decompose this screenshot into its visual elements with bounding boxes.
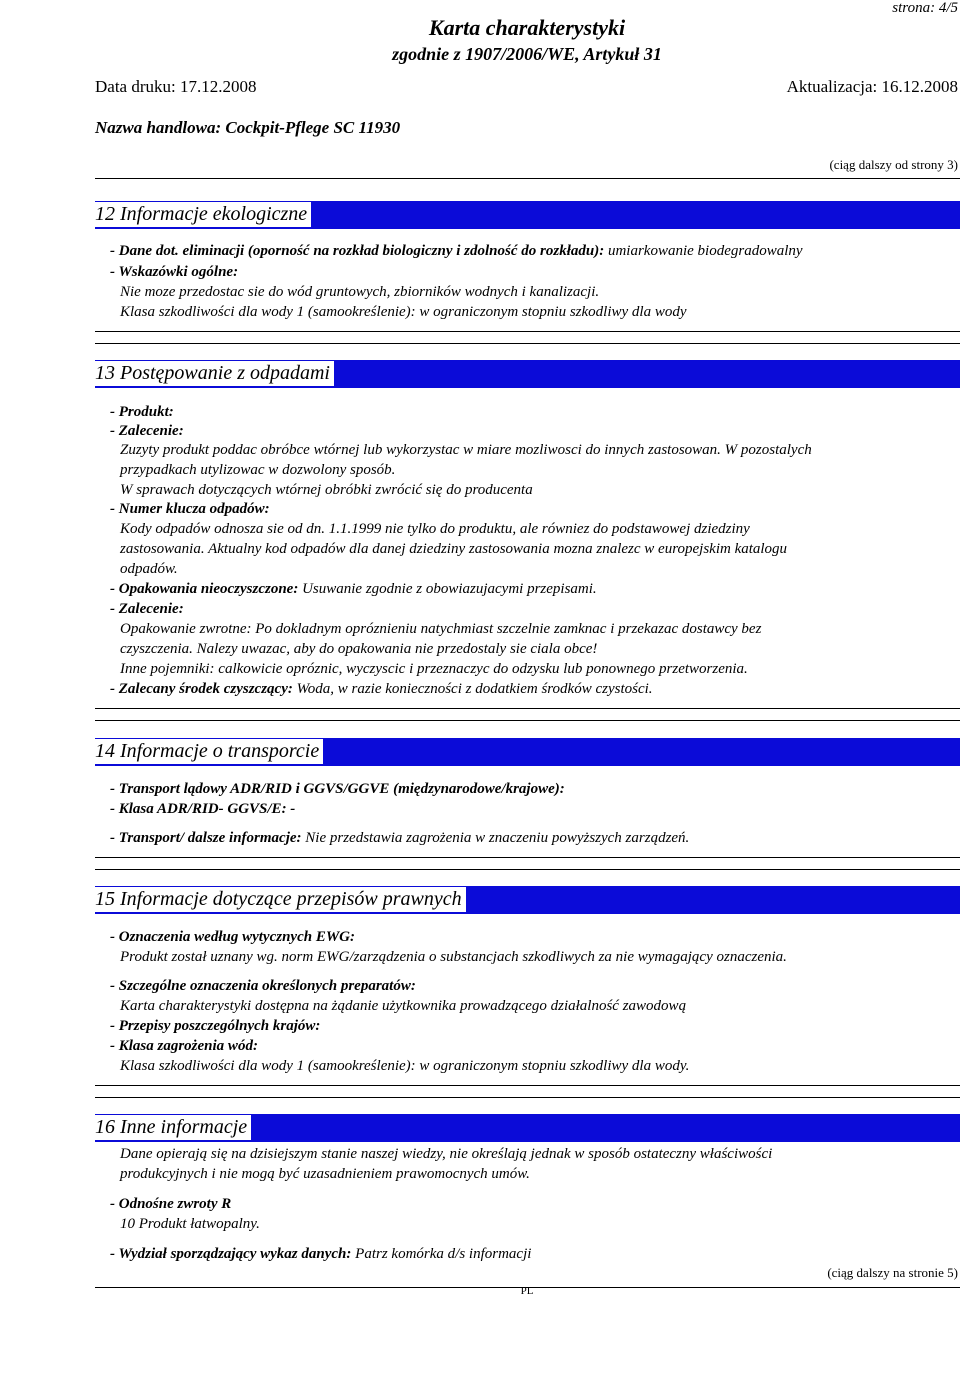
divider <box>95 1085 960 1086</box>
continued-to: (ciąg dalszy na stronie 5) <box>827 1265 958 1280</box>
s14-line-2: - Klasa ADR/RID- GGVS/E: - <box>110 801 296 817</box>
divider <box>95 331 960 332</box>
s16-line-5: - Wydział sporządzający wykaz danych: Patrz komórka d/s informacji <box>110 1246 532 1262</box>
print-date: Data druku: 17.12.2008 <box>95 77 257 96</box>
section-16-bar <box>95 1114 960 1142</box>
s15-line-7: Klasa szkodliwości dla wody 1 (samookreślenie): w ograniczonym stopniu szkodliwy dla wody. <box>120 1058 690 1074</box>
s15-line-3: - Szczególne oznaczenia określonych preparatów: <box>110 978 416 994</box>
page-number: strona: 4/5 <box>892 0 958 16</box>
s12-line-2: - Wskazówki ogólne: <box>110 264 239 280</box>
s13-line-2: - Zalecenie: <box>110 423 184 439</box>
s15-line-6: - Klasa zagrożenia wód: <box>110 1038 258 1054</box>
section-16-heading: 16 Inne informacje <box>95 1115 251 1140</box>
s13-line-15: - Zalecany środek czyszczący: Woda, w razie konieczności z dodatkiem środków czystości. <box>110 681 653 697</box>
section-15-bar <box>95 886 960 914</box>
section-15-heading: 15 Informacje dotyczące przepisów prawnych <box>95 887 466 912</box>
divider <box>95 1097 960 1098</box>
s13-line-3: Zuzyty produkt poddac obróbce wtórnej lub wykorzystac w miare mozliwosci do innych zastosowan. W pozostalych <box>120 442 812 458</box>
s14-line-3: - Transport/ dalsze informacje: Nie przedstawia zagrożenia w znaczeniu powyższych zarządzeń. <box>110 830 690 846</box>
divider <box>95 178 960 179</box>
s16-line-2: produkcyjnych i nie mogą być uzasadnieniem prawomocnych umów. <box>120 1166 530 1182</box>
divider <box>95 857 960 858</box>
s13-line-14: Inne pojemniki: calkowicie opróznic, wyczyscic i przeznaczyc do odzysku lub ponownego przetworzenia. <box>120 661 748 677</box>
s13-line-5: W sprawach dotyczących wtórnej obróbki zwrócić się do producenta <box>120 482 533 498</box>
s13-line-4: przypadkach utylizowac w dozwolony sposób. <box>120 462 396 478</box>
s13-line-8: zastosowania. Aktualny kod odpadów dla danej dziedziny zastosowania mozna znalezc w europejskim katalogu <box>120 541 788 557</box>
s16-line-1: Dane opierają się na dzisiejszym stanie naszej wiedzy, nie określają jednak w sposób ostateczny właściwości <box>120 1146 773 1162</box>
s13-line-9: odpadów. <box>120 561 178 577</box>
divider <box>95 708 960 709</box>
s13-line-6: - Numer klucza odpadów: <box>110 501 270 517</box>
s13-line-13: czyszczenia. Nalezy uwazac, aby do opakowania nie przedostaly sie ciala obce! <box>120 641 598 657</box>
continued-from: (ciąg dalszy od strony 3) <box>829 157 958 172</box>
section-14-bar <box>95 738 960 766</box>
s12-line-3: Nie moze przedostac sie do wód gruntowych, zbiorników wodnych i kanalizacji. <box>120 284 600 300</box>
s13-line-10: - Opakowania nieoczyszczone: Usuwanie zgodnie z obowiazujacymi przepisami. <box>110 581 597 597</box>
s12-line-1: - Dane dot. eliminacji (oporność na rozkład biologiczny i zdolność do rozkładu): umiarkowanie biodegradowalny <box>110 243 803 259</box>
section-14-heading: 14 Informacje o transporcie <box>95 739 323 764</box>
section-12-heading: 12 Informacje ekologiczne <box>95 202 311 227</box>
document-title: Karta charakterystyki <box>428 15 626 40</box>
s13-line-11: - Zalecenie: <box>110 601 184 617</box>
s16-line-3: - Odnośne zwroty R <box>110 1196 232 1212</box>
section-13-heading: 13 Postępowanie z odpadami <box>95 361 334 386</box>
update-date: Aktualizacja: 16.12.2008 <box>786 77 958 96</box>
section-13-bar <box>95 360 960 388</box>
s16-line-4: 10 Produkt łatwopalny. <box>120 1216 260 1232</box>
s13-line-1: - Produkt: <box>110 404 174 420</box>
document-subtitle: zgodnie z 1907/2006/WE, Artykuł 31 <box>392 44 662 64</box>
s13-line-12: Opakowanie zwrotne: Po dokladnym opróznieniu natychmiast szczelnie zamknac i przekazac dostawcy bez <box>120 621 762 637</box>
divider <box>95 720 960 721</box>
s14-line-1: - Transport lądowy ADR/RID i GGVS/GGVE (międzynarodowe/krajowe): <box>110 781 565 797</box>
s13-line-7: Kody odpadów odnosza sie od dn. 1.1.1999 nie tylko do produktu, ale równiez do podstawowej dziedziny <box>120 521 750 537</box>
s12-line-4: Klasa szkodliwości dla wody 1 (samookreślenie): w ograniczonym stopniu szkodliwy dla wody <box>120 304 687 320</box>
s15-line-4: Karta charakterystyki dostępna na żądanie użytkownika prowadzącego działalność zawodową <box>120 998 687 1014</box>
language-code: PL <box>520 1285 534 1297</box>
trade-name: Nazwa handlowa: Cockpit-Pflege SC 11930 <box>95 118 401 137</box>
s15-line-2: Produkt został uznany wg. norm EWG/zarządzenia o substancjach szkodliwych za nie wymagający oznaczenia. <box>120 949 787 965</box>
s15-line-5: - Przepisy poszczególnych krajów: <box>110 1018 321 1034</box>
divider <box>95 343 960 344</box>
divider <box>95 869 960 870</box>
section-12-bar <box>95 201 960 229</box>
s15-line-1: - Oznaczenia według wytycznych EWG: <box>110 929 355 945</box>
